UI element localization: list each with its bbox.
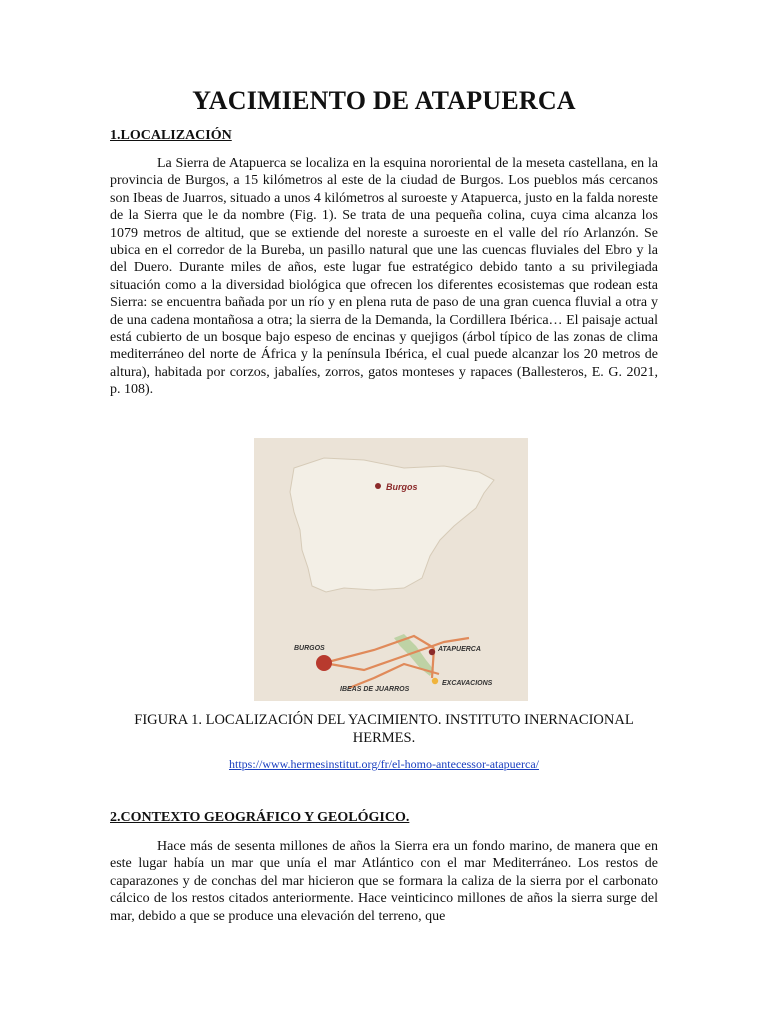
map-label-burgos: BURGOS	[294, 645, 325, 652]
section-heading-contexto: 2.CONTEXTO GEOGRÁFICO Y GEOLÓGICO.	[110, 810, 410, 825]
location-map-figure	[254, 438, 528, 701]
burgos-city-icon	[316, 655, 332, 671]
map-label-ibeas: IBEAS DE JUARROS	[340, 686, 410, 693]
document-title: YACIMIENTO DE ATAPUERCA	[192, 86, 576, 115]
map-label-excavaciones: EXCAVACIONS	[442, 680, 493, 687]
source-link[interactable]: https://www.hermesinstitut.org/fr/el-homo-antecessor-atapuerca/	[228, 757, 539, 771]
figure-caption: FIGURA 1. LOCALIZACIÓN DEL YACIMIENTO. INSTITUTO INERNACIONAL HERMES.	[134, 712, 634, 746]
map-label-burgos-top: Burgos	[386, 482, 418, 492]
section-heading-localizacion: 1.LOCALIZACIÓN	[110, 128, 232, 143]
paragraph-contexto: Hace más de sesenta millones de años la Sierra era un fondo marino, de manera que en este lugar había un mar que unía el mar Atlántico con el mar Mediterráneo. Los restos de caparazones y de conchas del mar hicieron que se formara la caliza de la sierra por el carbonato cálcico de los restos citados anteriormente. Hace veinticinco millones de años la sierra surge del mar, debido a que se produce una elevación del terreno, que	[110, 839, 658, 924]
burgos-dot-icon	[375, 483, 381, 489]
location-map	[254, 438, 528, 701]
excavation-dot-icon	[432, 678, 438, 684]
iberian-peninsula-shape	[290, 458, 494, 592]
atapuerca-dot-icon	[429, 649, 435, 655]
map-label-atapuerca: ATAPUERCA	[438, 646, 481, 653]
paragraph-localizacion: La Sierra de Atapuerca se localiza en la esquina nororiental de la meseta castellana, en la provincia de Burgos, a 15 kilómetros al este de la ciudad de Burgos. Los pueblos más cercanos son Ibeas de Juarros, situado a unos 4 kilómetros al suroeste y Atapuerca, justo en la falda noreste de la Sierra que le da nombre (Fig. 1). Se trata de una pequeña colina, cuya cima alcanza los 1079 metros de altitud, que se extiende del noreste a suroeste en el valle del río Arlanzón. Se ubica en el corredor de la Bureba, un pasillo natural que une las cuencas fluviales del Ebro y la del Duero. Durante miles de años, este lugar fue estratégico debido tanto a su privilegiada situación como a la diversidad biológica que ofrecen los diferentes ecosistemas que rodean esta Sierra: se encuentra bañada por un río y en plena ruta de paso de una gran cuenca fluvial a otra y de una cadena montañosa a otra; la sierra de la Demanda, la Cordillera Ibérica… El paisaje actual está cubierto de un bosque bajo espeso de encinas y quejigos (árbol típico de las zonas de clima mediterráneo del norte de África y la península Ibérica, el cual puede alcanzar los 20 metros de altura), habitada por corzos, jabalíes, zorros, gatos monteses y rapaces (Ballesteros, E. G. 2021, p. 108).	[110, 156, 658, 398]
